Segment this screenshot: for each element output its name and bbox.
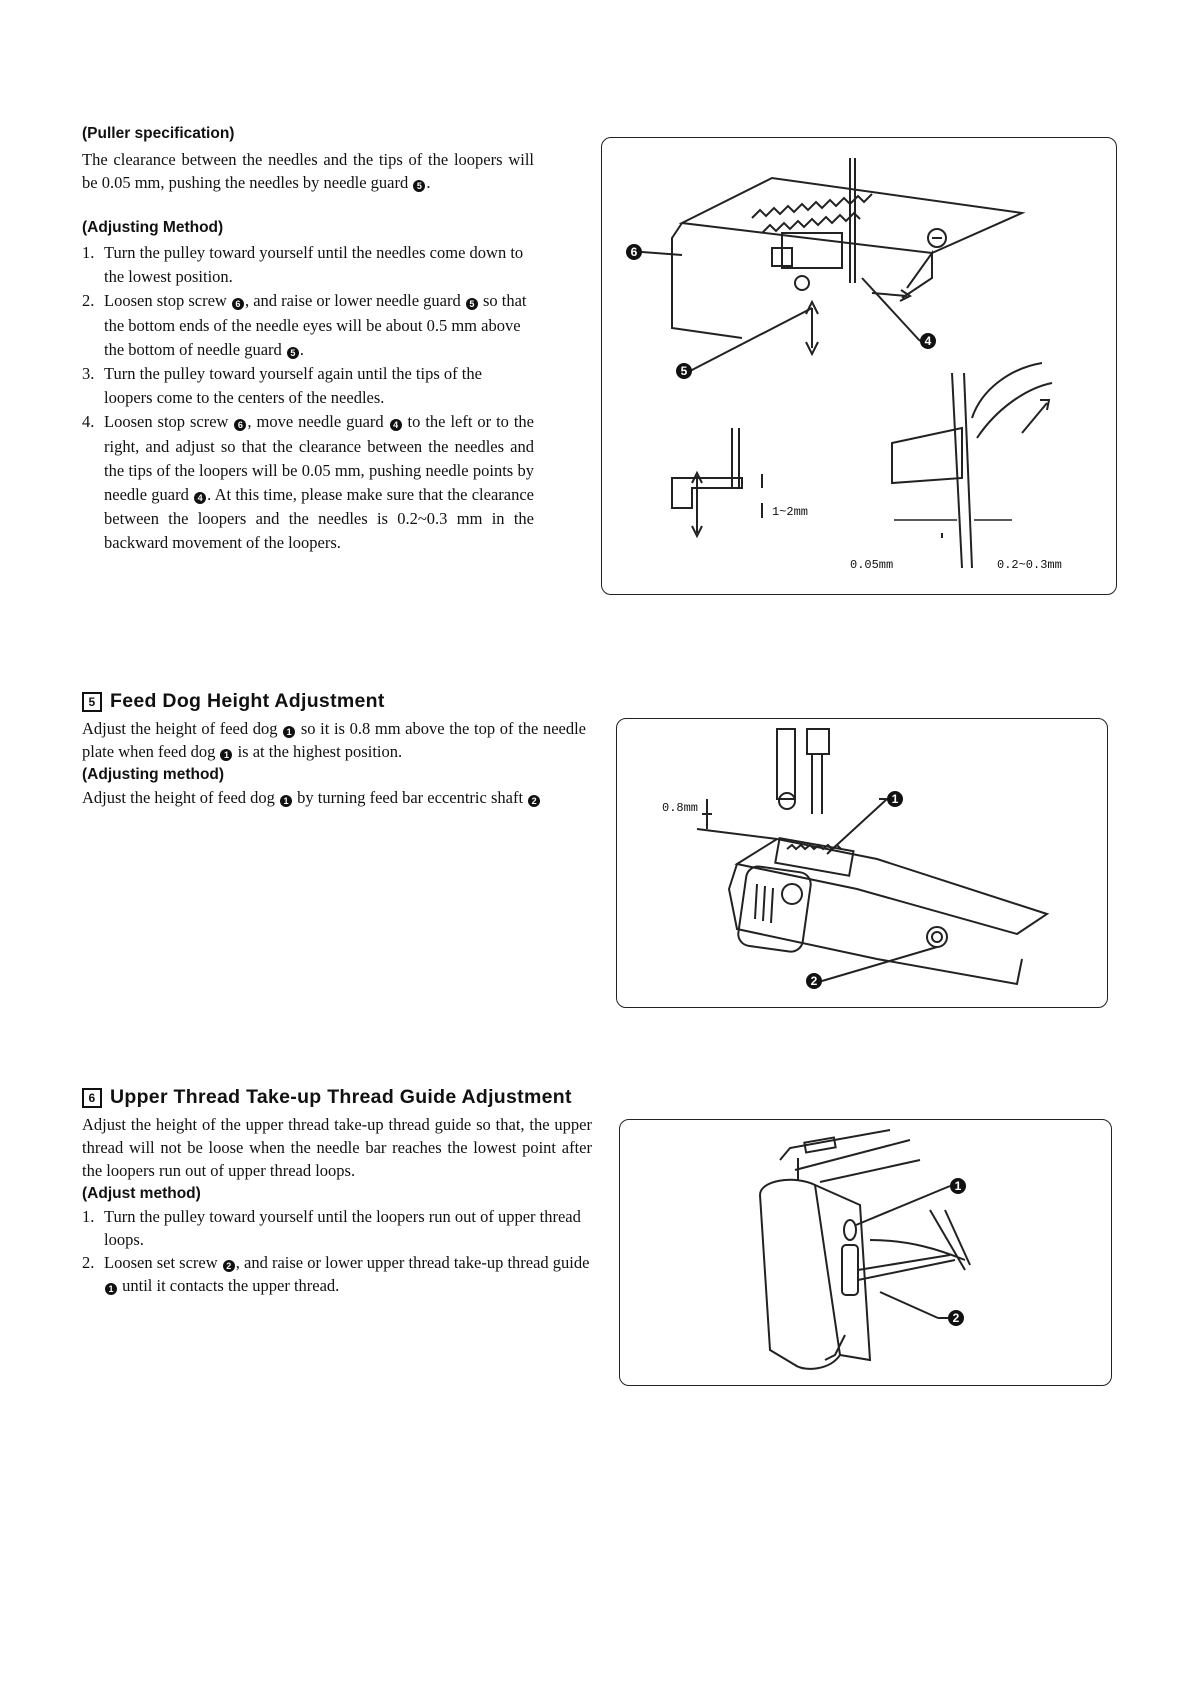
puller-intro: [82, 148, 534, 194]
callout-marker: 5: [466, 298, 478, 310]
step-text: Turn the pulley toward yourself until the needles come down to the lowest position.: [104, 243, 524, 287]
list-item: [82, 1205, 592, 1251]
section-number: 5: [82, 692, 102, 712]
callout-2: [806, 973, 822, 989]
thread-guide-steps: [82, 1205, 592, 1297]
svg-text:6: 6: [630, 245, 638, 259]
looper-arrow: [1022, 400, 1049, 433]
feed-dog-method-heading: (Adjusting method): [82, 766, 225, 783]
feed-dog-figure: [616, 718, 1108, 1008]
svg-text:1: 1: [954, 1179, 962, 1193]
section-title: [82, 690, 586, 713]
para-text: Adjust the height of feed dog: [82, 719, 283, 738]
thread-guide: [842, 1245, 858, 1295]
step-number: 3.: [82, 364, 95, 384]
svg-text:1: 1: [891, 792, 899, 806]
puller-heading: (Puller specification): [82, 125, 235, 142]
step-text: , and raise or lower needle guard: [244, 291, 465, 311]
list-item: [82, 410, 534, 555]
svg-text:4: 4: [924, 334, 932, 348]
needle-bar: [777, 729, 795, 799]
step-number: 4.: [82, 412, 95, 432]
callout-4: [920, 333, 936, 349]
step-number: 2.: [82, 291, 95, 311]
step-text: Loosen stop screw: [104, 412, 234, 432]
para-text: is at the highest position.: [233, 742, 403, 761]
take-up-lever: [870, 1240, 965, 1260]
leader-6: [642, 252, 682, 255]
stop-screw: [795, 276, 809, 290]
arm-top: [780, 1130, 920, 1182]
callout-1: [887, 791, 903, 807]
guide-screw: [844, 1220, 856, 1240]
list-item: [82, 241, 534, 289]
face-plate: [760, 1180, 840, 1369]
step-text: Loosen set screw: [104, 1253, 222, 1272]
step-number: 2.: [82, 1253, 95, 1272]
thread-guide-method-heading: (Adjust method): [82, 1185, 201, 1202]
step-number: 1.: [82, 1207, 95, 1226]
feed-dog-paragraph: [82, 717, 586, 763]
para-text: so it is 0.8 mm above the top of the needle plate when feed dog: [82, 719, 587, 761]
step-text: Turn the pulley toward yourself until the loopers run out of upper thread loops.: [104, 1207, 581, 1249]
step-text: to the left or to the right, and adjust so that the clearance between the needles and the tips of the loopers will be 0.05 mm, pushing needle points by needle guard: [104, 412, 535, 505]
step-text: so that the bottom ends of the needle eyes will be about 0.5 mm above the bottom of needle guard: [104, 291, 527, 359]
callout-marker: 5: [287, 347, 299, 359]
thread-guide-paragraph: Adjust the height of the upper thread take-up thread guide so that, the upper thread will not be loose when the needle bar reaches the lowest point after the loopers run out of upper thread loops.: [82, 1115, 592, 1180]
leader-2: [880, 1292, 938, 1318]
thread-guide-figure: [619, 1119, 1112, 1386]
callout-marker: 6: [234, 419, 246, 431]
callout-marker: 4: [194, 492, 206, 504]
leader-5: [690, 308, 812, 371]
section-number: 6: [82, 1088, 102, 1108]
label-gap: 1~2mm: [772, 505, 809, 519]
needle-plate-body: [672, 223, 932, 338]
list-item: [82, 1251, 592, 1297]
callout-marker: 5: [413, 180, 425, 192]
step-text: , move needle guard: [247, 412, 389, 432]
leader-4: [862, 278, 920, 341]
step-text: .: [299, 339, 305, 359]
step-number: 1.: [82, 243, 95, 262]
leader-2: [822, 947, 937, 981]
label-height: 0.8mm: [662, 801, 699, 815]
list-item: [82, 362, 534, 410]
feed-dog-method: [82, 786, 586, 809]
puller-intro-text: The clearance between the needles and the tips of the loopers will be 0.05 mm, pushing the needles by needle guard: [82, 150, 534, 192]
needle-lower-a: [952, 373, 962, 568]
puller-section: [82, 122, 534, 556]
thread-guide-diagram: [620, 1120, 1111, 1385]
puller-figure: [601, 137, 1117, 595]
callout-6: [626, 244, 642, 260]
callout-marker: 1: [105, 1283, 117, 1295]
puller-method-heading: (Adjusting Method): [82, 219, 224, 236]
eccentric-shaft: [927, 927, 947, 947]
para-text: Adjust the height of feed dog: [82, 788, 280, 807]
machine-bed-top: [737, 839, 1047, 934]
feed-dog-diagram: [617, 719, 1107, 1007]
callout-marker: 1: [283, 726, 295, 738]
callout-marker: 4: [390, 419, 402, 431]
step-text: Loosen stop screw: [104, 291, 231, 311]
looper-tip: [892, 428, 962, 483]
section-title: [82, 1086, 592, 1109]
para-text: by turning feed bar eccentric shaft: [293, 788, 528, 807]
callout-marker: 1: [280, 795, 292, 807]
list-item: [82, 289, 534, 362]
svg-text:2: 2: [952, 1311, 960, 1325]
callout-marker: 2: [528, 795, 540, 807]
puller-intro-end: .: [426, 173, 431, 192]
label-clearance-right: 0.2~0.3mm: [997, 558, 1062, 572]
step-text: Turn the pulley toward yourself again until the tips of the loopers come to the centers of the needles.: [104, 364, 482, 408]
label-clearance-left: 0.05mm: [850, 558, 894, 572]
leader-1: [827, 799, 887, 854]
callout-marker: 6: [232, 298, 244, 310]
callout-marker: 1: [220, 749, 232, 761]
section-title-text: Upper Thread Take-up Thread Guide Adjustment: [110, 1086, 572, 1108]
svg-text:5: 5: [680, 364, 688, 378]
callout-2: [948, 1310, 964, 1326]
callout-5: [676, 363, 692, 379]
feed-dog-section: [82, 690, 586, 809]
section-title-text: Feed Dog Height Adjustment: [110, 690, 385, 712]
step-text: until it contacts the upper thread.: [118, 1276, 340, 1295]
puller-diagram: [602, 138, 1116, 594]
step-text: . At this time, please make sure that the clearance between the loopers and the needles is 0.2~0.3 mm in the backward movement of the loopers.: [104, 485, 534, 553]
callout-1: [950, 1178, 966, 1194]
puller-steps: [82, 241, 534, 556]
thread-guide-section: [82, 1086, 592, 1297]
callout-marker: 2: [223, 1260, 235, 1272]
svg-text:2: 2: [810, 974, 818, 988]
step-text: , and raise or lower upper thread take-up thread guide: [235, 1253, 590, 1272]
throat-plate-side: [907, 253, 932, 288]
